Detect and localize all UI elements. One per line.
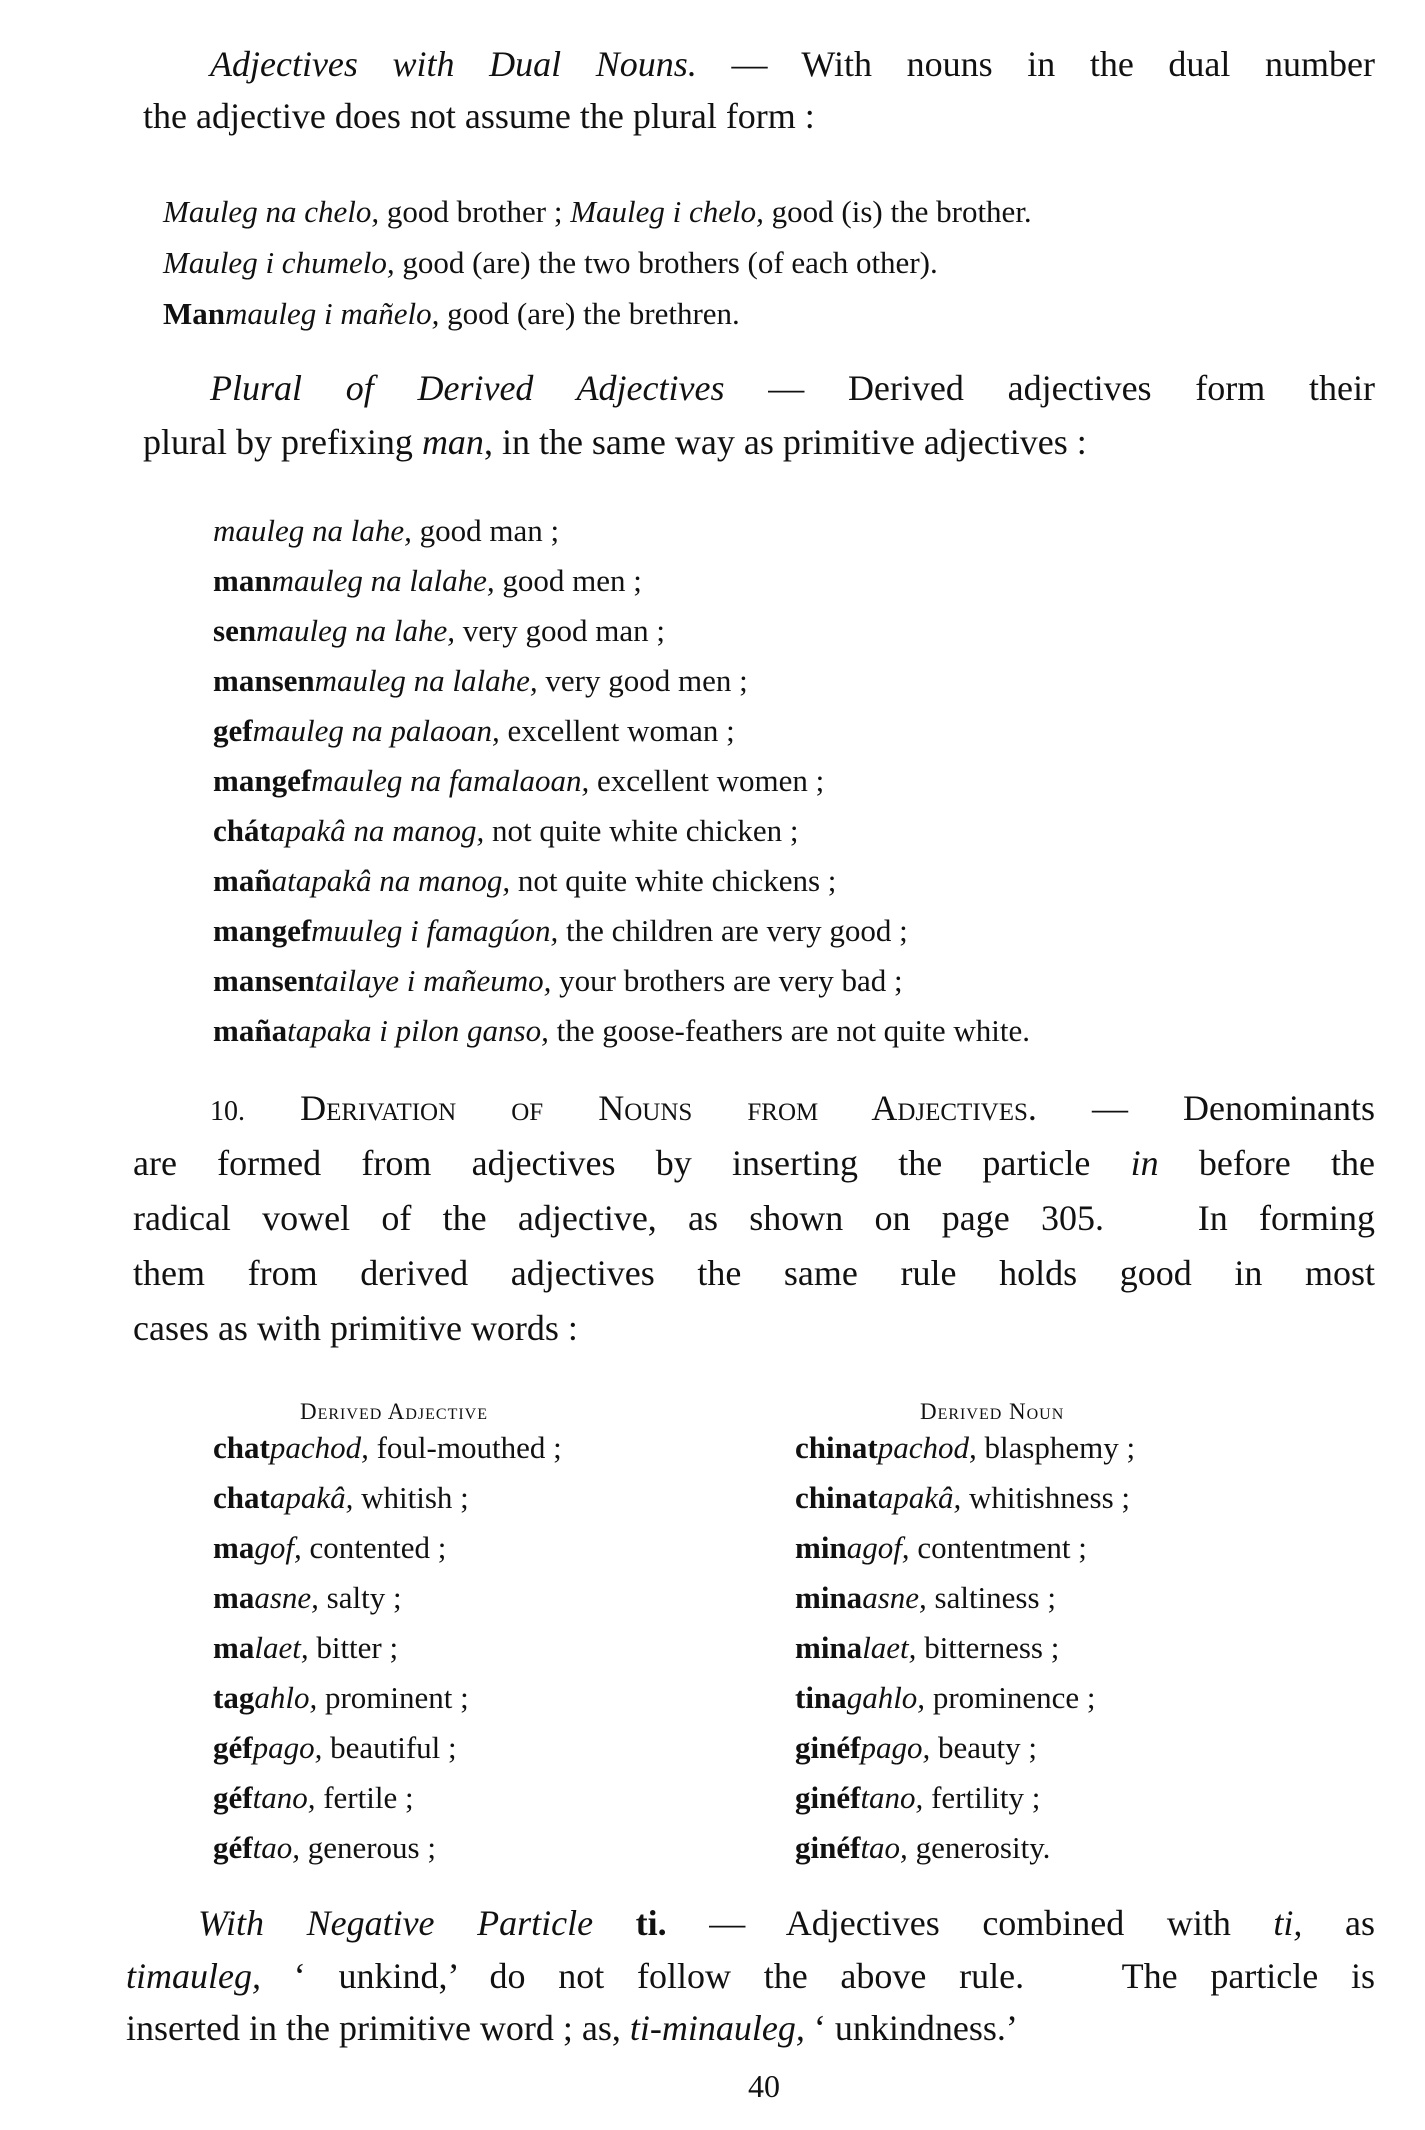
example-gloss: good man ;	[411, 513, 560, 548]
root: laet,	[862, 1630, 917, 1665]
example-term: Mauleg na chelo,	[163, 194, 380, 229]
example-gloss: very good men ;	[537, 663, 748, 698]
section10-line4: them from derived adjectives the same rule holds good in most	[133, 1253, 1375, 1293]
text: inserted in the primitive word ; as,	[126, 2008, 630, 2048]
gloss: fertile ;	[315, 1780, 414, 1815]
root: tano,	[860, 1780, 924, 1815]
gloss: prominence ;	[925, 1680, 1096, 1715]
dual-heading-line	[210, 46, 1375, 82]
prefix: ma	[213, 1530, 255, 1565]
root: tano,	[252, 1780, 316, 1815]
gloss: fertility ;	[923, 1780, 1041, 1815]
derived-noun-cell	[795, 1732, 1037, 1763]
example-term: atapakâ na manog,	[271, 863, 511, 898]
example-term: mauleg i mañelo,	[225, 296, 440, 331]
prefix: géf	[213, 1730, 253, 1765]
text: , in the same way as primitive adjectives :	[483, 422, 1087, 462]
root: asne,	[254, 1580, 319, 1615]
gloss: foul-mouthed ;	[368, 1430, 562, 1465]
prefix: chat	[213, 1480, 270, 1515]
gloss: beauty ;	[930, 1730, 1037, 1765]
negative-section-title: With Negative Particle	[198, 1903, 594, 1943]
derived-noun-cell	[795, 1682, 1096, 1713]
dash: —	[724, 368, 848, 408]
dual-example	[163, 247, 938, 278]
example-gloss: the goose-feathers are not quite white.	[548, 1013, 1031, 1048]
plural-example	[213, 765, 824, 796]
negative-line3	[126, 2010, 1018, 2046]
derived-adjective-cell	[213, 1582, 402, 1613]
gloss: bitter ;	[308, 1630, 399, 1665]
root: gahlo,	[846, 1680, 926, 1715]
term: timauleg,	[126, 1956, 261, 1996]
example-gloss: the children are very good ;	[558, 913, 908, 948]
example-gloss: your brothers are very bad ;	[551, 963, 903, 998]
section-number: 10.	[210, 1096, 245, 1127]
dash: —	[696, 44, 802, 84]
example-gloss: not quite white chickens ;	[510, 863, 837, 898]
term: ti-minauleg,	[629, 2008, 805, 2048]
section10-line2	[133, 1145, 1375, 1181]
text: Denominants	[1183, 1088, 1376, 1128]
prefix: tag	[213, 1680, 255, 1715]
derived-adjective-cell	[213, 1432, 562, 1463]
text: as	[1302, 1903, 1375, 1943]
gloss: saltiness ;	[926, 1580, 1056, 1615]
derived-noun-cell	[795, 1482, 1130, 1513]
prefix: ginéf	[795, 1780, 861, 1815]
text: are formed from adjectives by inserting the particle	[133, 1143, 1131, 1183]
example-prefix: Man	[163, 296, 225, 331]
prefix: mina	[795, 1580, 863, 1615]
example-term: apakâ na manog,	[269, 813, 485, 848]
text: Adjectives combined with	[785, 1903, 1274, 1943]
prefix: ginéf	[795, 1730, 861, 1765]
prefix: ma	[213, 1580, 255, 1615]
example-term: muuleg i famagúon,	[311, 913, 559, 948]
derived-noun-cell	[795, 1532, 1087, 1563]
derived-noun-cell	[795, 1632, 1059, 1663]
prefix: géf	[213, 1830, 253, 1865]
root: agof,	[846, 1530, 910, 1565]
example-prefix: maña	[213, 1013, 288, 1048]
derived-adjective-cell	[213, 1632, 398, 1663]
gloss: salty ;	[318, 1580, 402, 1615]
prefix: géf	[213, 1780, 253, 1815]
root: laet,	[254, 1630, 309, 1665]
derived-adjective-cell	[213, 1732, 457, 1763]
plural-example	[213, 665, 748, 696]
derived-adjective-cell	[213, 1532, 446, 1563]
plural-section-title: Plural of Derived Adjectives	[210, 368, 725, 408]
prefix: tina	[795, 1680, 847, 1715]
gloss: prominent ;	[317, 1680, 469, 1715]
gloss: whitishness ;	[961, 1480, 1130, 1515]
plural-heading-line	[210, 370, 1375, 406]
root: pachod,	[269, 1430, 369, 1465]
derived-noun-cell	[795, 1432, 1135, 1463]
example-prefix: mansen	[213, 963, 315, 998]
text: plural by prefixing	[143, 422, 422, 462]
gloss: contented ;	[301, 1530, 447, 1565]
dual-line2: the adjective does not assume the plural form :	[143, 96, 815, 136]
example-term: mauleg na lahe,	[213, 513, 412, 548]
section10-line3: radical vowel of the adjective, as shown on page 305. In forming	[133, 1198, 1375, 1238]
example-gloss: good brother ;	[379, 194, 571, 229]
derived-noun-cell	[795, 1582, 1056, 1613]
example-term: tapaka i pilon ganso,	[287, 1013, 549, 1048]
gloss: generosity.	[907, 1830, 1051, 1865]
derived-adjective-cell	[213, 1682, 469, 1713]
plural-line1: Derived adjectives form their	[847, 368, 1375, 408]
plural-example	[213, 865, 836, 896]
section10-title: Derivation of Nouns from Adjectives.	[300, 1088, 1037, 1128]
gloss: beautiful ;	[322, 1730, 457, 1765]
root: tao,	[860, 1830, 908, 1865]
negative-line2	[126, 1958, 1375, 1994]
term: ti,	[1273, 1903, 1303, 1943]
dash: —	[1036, 1088, 1184, 1128]
example-prefix: mañ	[213, 863, 272, 898]
prefix: ginéf	[795, 1830, 861, 1865]
gloss: blasphemy ;	[976, 1430, 1136, 1465]
particle: ti.	[635, 1903, 667, 1943]
example-gloss: excellent woman ;	[499, 713, 735, 748]
plural-example	[213, 965, 903, 996]
text: ‘ unkind,’ do not follow the above rule. The particle is	[260, 1956, 1375, 1996]
root: tao,	[252, 1830, 300, 1865]
example-prefix: mangef	[213, 763, 312, 798]
text: before the	[1158, 1143, 1375, 1183]
plural-line2	[143, 424, 1087, 460]
example-prefix: chát	[213, 813, 270, 848]
plural-example	[213, 615, 665, 646]
root: ahlo,	[254, 1680, 318, 1715]
plural-example	[213, 815, 798, 846]
example-gloss: good men ;	[494, 563, 642, 598]
plural-example	[213, 515, 559, 546]
column-header-adjective: Derived Adjective	[300, 1399, 489, 1424]
derived-adjective-cell	[213, 1832, 436, 1863]
derived-noun-cell	[795, 1832, 1050, 1863]
derived-noun-cell	[795, 1782, 1040, 1813]
example-gloss: very good man ;	[454, 613, 666, 648]
example-term: mauleg na lalahe,	[271, 563, 495, 598]
column-header-noun: Derived Noun	[920, 1399, 1065, 1424]
gloss: generous ;	[299, 1830, 436, 1865]
term: man	[421, 422, 484, 462]
plural-example	[213, 1015, 1030, 1046]
dash: —	[666, 1903, 786, 1943]
example-prefix: sen	[213, 613, 257, 648]
example-prefix: gef	[213, 713, 253, 748]
prefix: mina	[795, 1630, 863, 1665]
dual-example	[163, 298, 740, 329]
example-prefix: man	[213, 563, 272, 598]
example-term: mauleg na palaoan,	[252, 713, 500, 748]
example-term: tailaye i mañeumo,	[314, 963, 552, 998]
gloss: whitish ;	[353, 1480, 469, 1515]
example-prefix: mangef	[213, 913, 312, 948]
example-term: mauleg na lahe,	[256, 613, 455, 648]
root: asne,	[862, 1580, 927, 1615]
root: pachod,	[877, 1430, 977, 1465]
root: pago,	[860, 1730, 931, 1765]
prefix: ma	[213, 1630, 255, 1665]
example-gloss: good (are) the two brothers (of each other).	[394, 245, 938, 280]
root: apakâ,	[877, 1480, 962, 1515]
plural-example	[213, 565, 642, 596]
derived-adjective-cell	[213, 1482, 469, 1513]
gloss: bitterness ;	[916, 1630, 1060, 1665]
dual-section-title: Adjectives with Dual Nouns.	[210, 44, 697, 84]
page-number: 40	[748, 2068, 780, 2104]
example-gloss: good (is) the brother.	[763, 194, 1032, 229]
example-term: Mauleg i chumelo,	[163, 245, 395, 280]
derived-adjective-cell	[213, 1782, 414, 1813]
example-term: mauleg na famalaoan,	[311, 763, 590, 798]
plural-example	[213, 715, 735, 746]
dual-example	[163, 196, 1032, 227]
example-term: Mauleg i chelo,	[570, 194, 764, 229]
root: apakâ,	[269, 1480, 354, 1515]
dual-line1: With nouns in the dual number	[801, 44, 1375, 84]
example-gloss: excellent women ;	[589, 763, 825, 798]
gloss: contentment ;	[909, 1530, 1087, 1565]
negative-heading-line	[198, 1905, 1375, 1941]
prefix: min	[795, 1530, 847, 1565]
example-gloss: not quite white chicken ;	[484, 813, 799, 848]
root: pago,	[252, 1730, 323, 1765]
section10-line5: cases as with primitive words :	[133, 1308, 578, 1348]
example-gloss: good (are) the brethren.	[439, 296, 740, 331]
example-term: mauleg na lalahe,	[314, 663, 538, 698]
prefix: chinat	[795, 1480, 878, 1515]
example-prefix: mansen	[213, 663, 315, 698]
prefix: chinat	[795, 1430, 878, 1465]
plural-example	[213, 915, 908, 946]
term: in	[1130, 1143, 1159, 1183]
section10-heading-line	[210, 1090, 1375, 1126]
root: gof,	[254, 1530, 302, 1565]
text: ‘ unkindness.’	[804, 2008, 1018, 2048]
prefix: chat	[213, 1430, 270, 1465]
